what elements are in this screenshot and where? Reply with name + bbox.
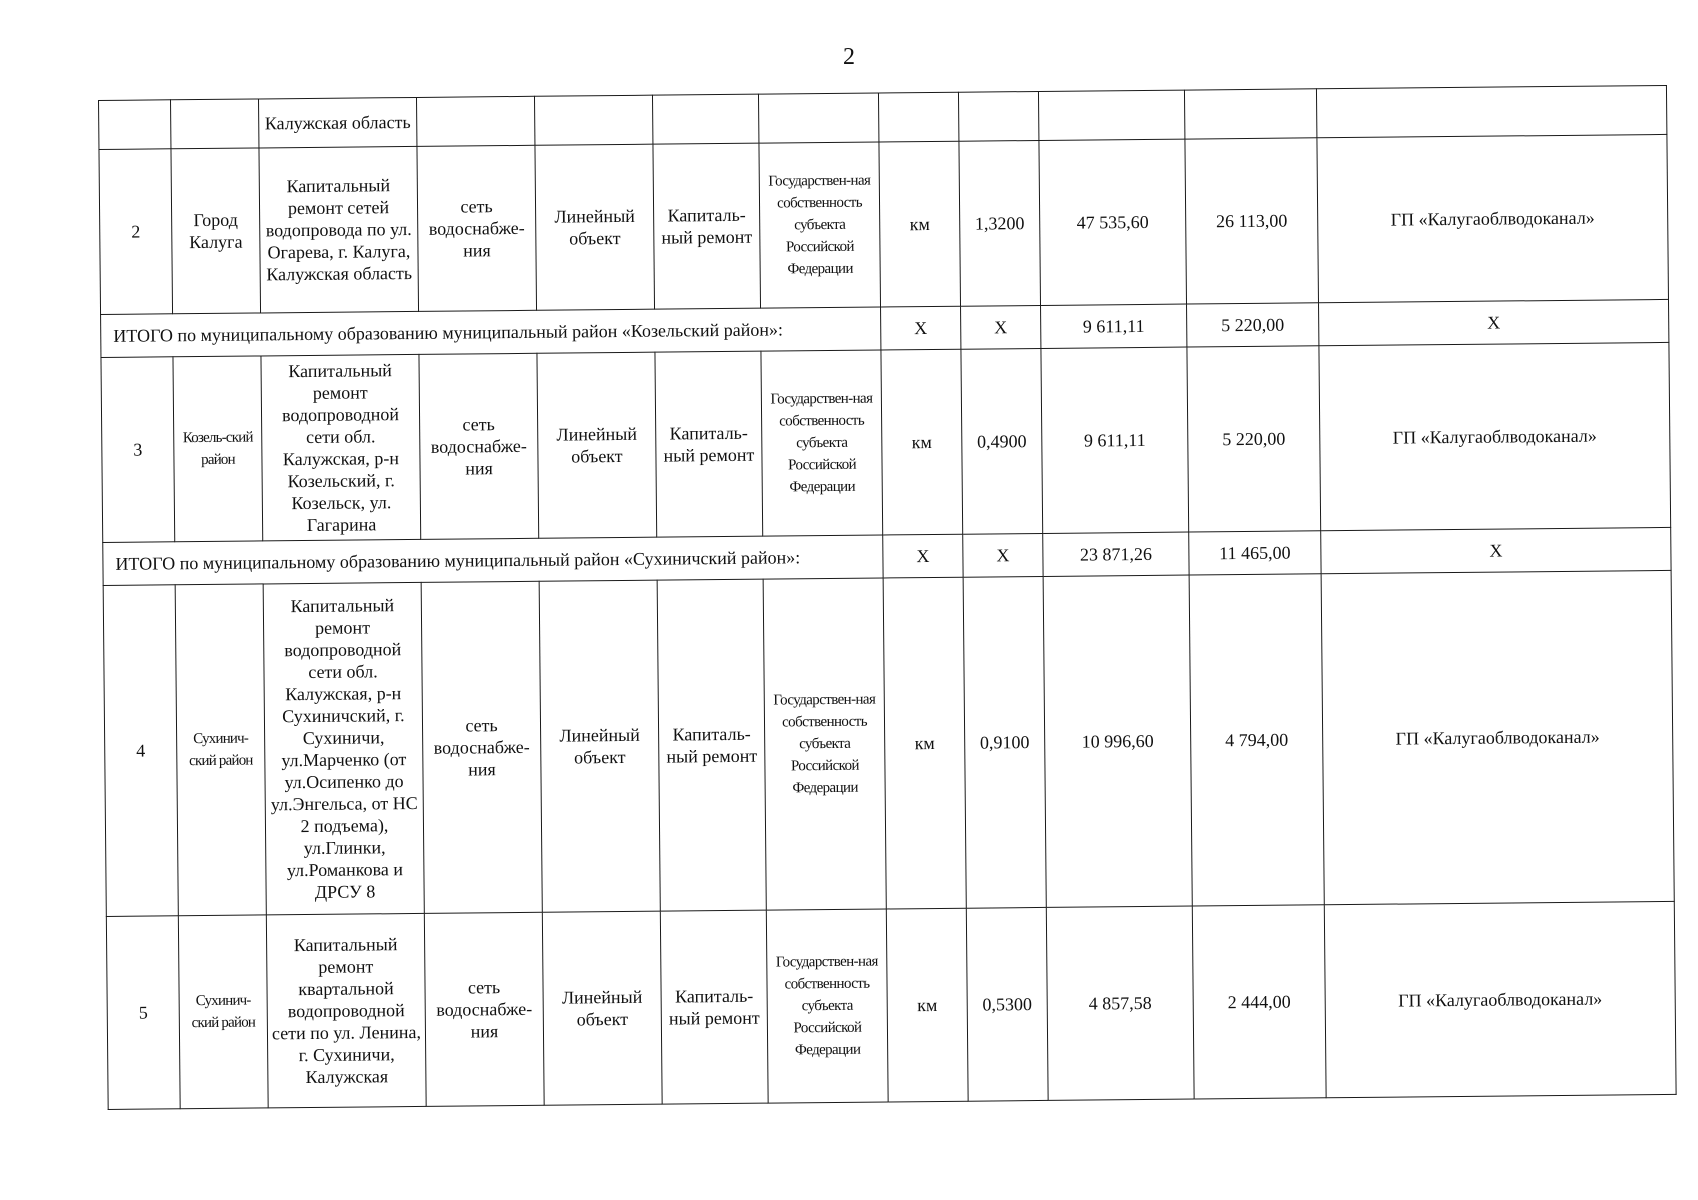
table-row [99, 134, 1669, 314]
cell-municipality [171, 99, 259, 149]
cell-funding [1184, 89, 1316, 139]
cell-funding: 26 113,00 [1185, 138, 1319, 304]
cell-capacity: 1,3200 [959, 140, 1041, 306]
cell-customer: ГП «Калугаоблводоканал» [1317, 134, 1669, 302]
cell-unit: км [881, 349, 963, 535]
cell-type [534, 95, 652, 145]
cell-object: Калужская область [258, 97, 416, 148]
cell-customer [1316, 85, 1666, 137]
cell-customer: Х [1321, 527, 1671, 573]
cell-unit: км [879, 141, 961, 307]
cell-customer: ГП «Калугаоблводоканал» [1321, 570, 1674, 904]
cell-capacity: 0,9100 [963, 576, 1046, 908]
cell-funding: 11 465,00 [1189, 531, 1321, 575]
cell-ownership: Государствен-ная собственность субъекта Российской Федерации [763, 578, 886, 910]
table-row [106, 901, 1676, 1109]
cell-unit: Х [883, 534, 963, 578]
cell-cost: 4 857,58 [1046, 906, 1194, 1100]
cell-work: Капиталь-ный ремонт [660, 910, 768, 1104]
cell-capacity: Х [963, 533, 1043, 577]
cell-unit: км [886, 908, 968, 1102]
cell-cost: 9 611,11 [1041, 304, 1187, 348]
table-row [101, 342, 1671, 542]
cell-purpose: сеть водоснабже-ния [419, 353, 539, 539]
cell-cost: 23 871,26 [1043, 532, 1189, 576]
cell-object: Капитальный ремонт квартальной водопроводной сети по ул. Ленина, г. Сухиничи, Калужская [266, 913, 426, 1108]
cell-ownership: Государствен-ная собственность субъекта Российской Федерации [761, 350, 883, 536]
cell-municipality: Сухинич-ский район [175, 584, 266, 916]
cell-customer: Х [1319, 299, 1669, 345]
investment-objects-table [98, 85, 1677, 1110]
cell-customer: ГП «Калугаоблводоканал» [1324, 901, 1676, 1097]
cell-municipality: Сухинич-ский район [178, 915, 268, 1109]
cell-object: Капитальный ремонт водопроводной сети обл. Калужская, р-н Сухиничский, г. Сухиничи, ул.Марченко (от ул.Осипенко до ул.Энгельса, от НС 2 подъема), ул.Глинки, ул.Романкова и ДРСУ 8 [263, 582, 424, 915]
cell-capacity: 0,4900 [961, 348, 1043, 534]
total-label: ИТОГО по муниципальному образованию муниципальный район «Сухиничский район»: [103, 535, 883, 585]
cell-funding: 4 794,00 [1189, 574, 1324, 906]
cell-num: 3 [101, 357, 175, 543]
cell-unit: км [883, 577, 966, 909]
cell-customer: ГП «Калугаоблводоканал» [1319, 342, 1671, 530]
cell-cost [1038, 90, 1184, 140]
cell-num: 4 [103, 585, 178, 917]
cell-work: Капиталь-ный ремонт [653, 143, 761, 309]
cell-capacity: Х [961, 305, 1041, 349]
cell-purpose: сеть водоснабже-ния [421, 581, 542, 913]
cell-municipality: Козель-ский район [173, 356, 263, 542]
cell-ownership: Государствен-ная собственность субъекта Российской Федерации [766, 909, 888, 1103]
cell-work: Капиталь-ный ремонт [655, 351, 763, 537]
cell-capacity [958, 91, 1038, 141]
cell-purpose: сеть водоснабже-ния [424, 912, 544, 1106]
cell-num: 2 [99, 149, 173, 315]
cell-funding: 5 220,00 [1187, 303, 1319, 347]
cell-num: 5 [106, 916, 180, 1110]
cell-purpose: сеть водоснабже-ния [417, 145, 537, 311]
cell-purpose [416, 96, 534, 146]
cell-type: Линейный объект [542, 911, 662, 1105]
total-label: ИТОГО по муниципальному образованию муниципальный район «Козельский район»: [101, 307, 881, 357]
cell-ownership [758, 93, 878, 143]
cell-ownership: Государствен-ная собственность субъекта Российской Федерации [759, 142, 881, 308]
cell-municipality: Город Калуга [171, 148, 261, 314]
cell-type: Линейный объект [535, 144, 655, 310]
cell-object: Капитальный ремонт сетей водопровода по ул. Огарева, г. Калуга, Калужская область [259, 146, 419, 313]
cell-cost: 47 535,60 [1039, 139, 1187, 305]
cell-funding: 5 220,00 [1187, 346, 1321, 532]
table-row [103, 570, 1674, 916]
page-number: 2 [843, 44, 855, 70]
cell-unit: Х [881, 306, 961, 350]
cell-work [652, 94, 758, 144]
cell-cost: 9 611,11 [1041, 347, 1189, 533]
cell-num [99, 100, 171, 150]
cell-funding: 2 444,00 [1192, 905, 1326, 1099]
investment-table-sheet [98, 85, 1676, 1158]
cell-cost: 10 996,60 [1043, 575, 1192, 907]
cell-object: Капитальный ремонт водопроводной сети обл. Калужская, р-н Козельский, г. Козельск, ул. Гагарина [261, 354, 421, 541]
cell-unit [878, 92, 958, 142]
cell-capacity: 0,5300 [966, 907, 1048, 1101]
cell-type: Линейный объект [537, 352, 657, 538]
cell-work: Капиталь-ный ремонт [657, 579, 766, 911]
cell-type: Линейный объект [539, 580, 660, 912]
